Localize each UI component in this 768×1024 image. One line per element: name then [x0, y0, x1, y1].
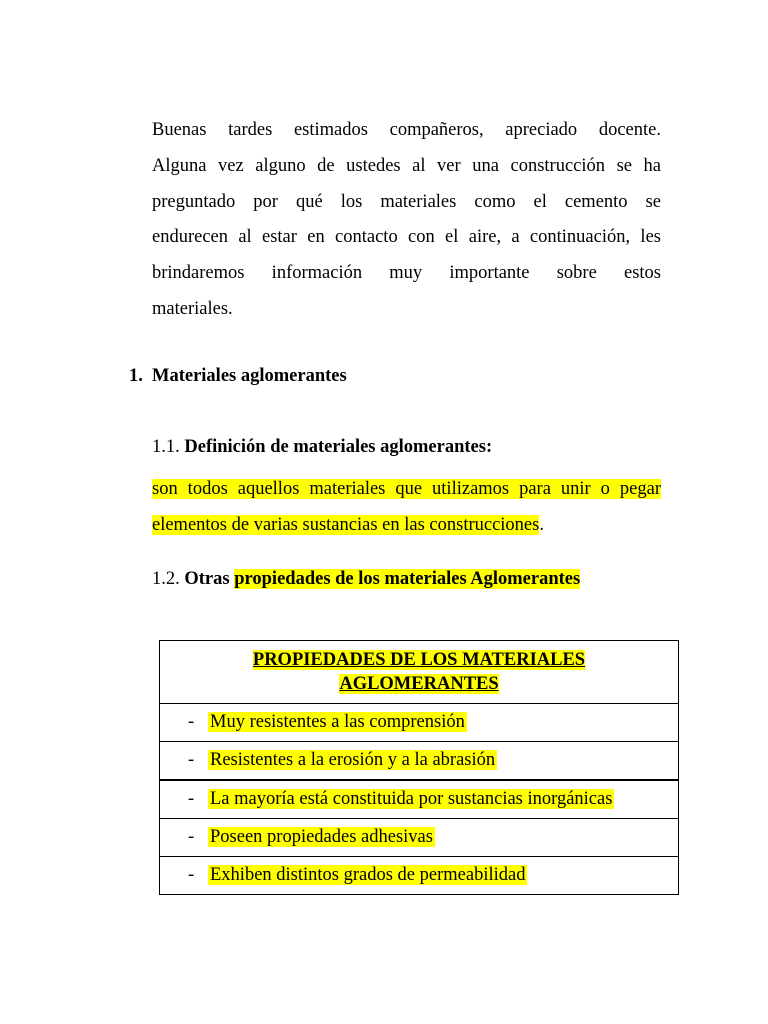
bullet-dash: - [188, 865, 195, 885]
intro-line: preguntado por qué los materiales como el cemento se [152, 191, 661, 212]
table-row [160, 819, 679, 857]
intro-line: brindaremos información muy importante sobre estos [152, 263, 661, 284]
bullet-dash: - [188, 750, 195, 770]
table-row [160, 742, 679, 781]
definition-paragraph [152, 471, 661, 543]
subsection-heading-1-2 [152, 569, 580, 590]
table-row [160, 704, 679, 742]
intro-line: Alguna vez alguno de ustedes al ver una construcción se ha [152, 155, 661, 176]
subsection-title-highlight: propiedades de los materiales Aglomerantes [234, 569, 581, 589]
table-row [160, 780, 679, 819]
intro-line: Buenas tardes estimados compañeros, apreciado docente. [152, 120, 661, 140]
table-cell [160, 742, 679, 781]
definition-highlight: son todos aquellos materiales que utilizamos para unir o pegar [152, 479, 661, 499]
bullet-dash: - [188, 827, 195, 847]
intro-line: endurecen al estar en contacto con el aire, a continuación, les [152, 227, 661, 248]
table-header-cell [160, 641, 679, 704]
intro-line: materiales. [152, 298, 233, 319]
table-cell [160, 780, 679, 819]
table-cell [160, 857, 679, 895]
definition-line [152, 507, 661, 543]
property-text: Poseen propiedades adhesivas [210, 827, 433, 847]
bullet-dash: - [188, 712, 195, 732]
bullet-dash: - [188, 789, 195, 809]
subsection-number: 1.1. [152, 437, 180, 457]
property-text: Exhiben distintos grados de permeabilidad [210, 865, 526, 885]
definition-period: . [539, 515, 544, 535]
section-title: Materiales aglomerantes [152, 366, 347, 386]
section-number: 1. [129, 366, 143, 386]
definition-highlight: elementos de varias sustancias en las construcciones [152, 515, 540, 535]
subsection-title-plain: Otras [184, 569, 230, 589]
subsection-heading-1-1 [152, 437, 492, 458]
subsection-title: Definición de materiales aglomerantes: [184, 437, 493, 457]
properties-table [159, 640, 679, 895]
table-header-line: PROPIEDADES DE LOS MATERIALES [252, 650, 586, 670]
table-cell [160, 704, 679, 742]
table-header-line: AGLOMERANTES [339, 674, 499, 694]
intro-paragraph [152, 113, 661, 328]
property-text: Muy resistentes a las comprensión [210, 712, 465, 732]
table-cell [160, 819, 679, 857]
definition-line [152, 471, 661, 507]
section-heading [129, 366, 347, 387]
subsection-number: 1.2. [152, 569, 180, 589]
property-text: Resistentes a la erosión y a la abrasión [210, 750, 496, 770]
property-text: La mayoría está constituida por sustancias inorgánicas [210, 789, 613, 809]
table-header-row [160, 641, 679, 704]
table-row [160, 857, 679, 895]
